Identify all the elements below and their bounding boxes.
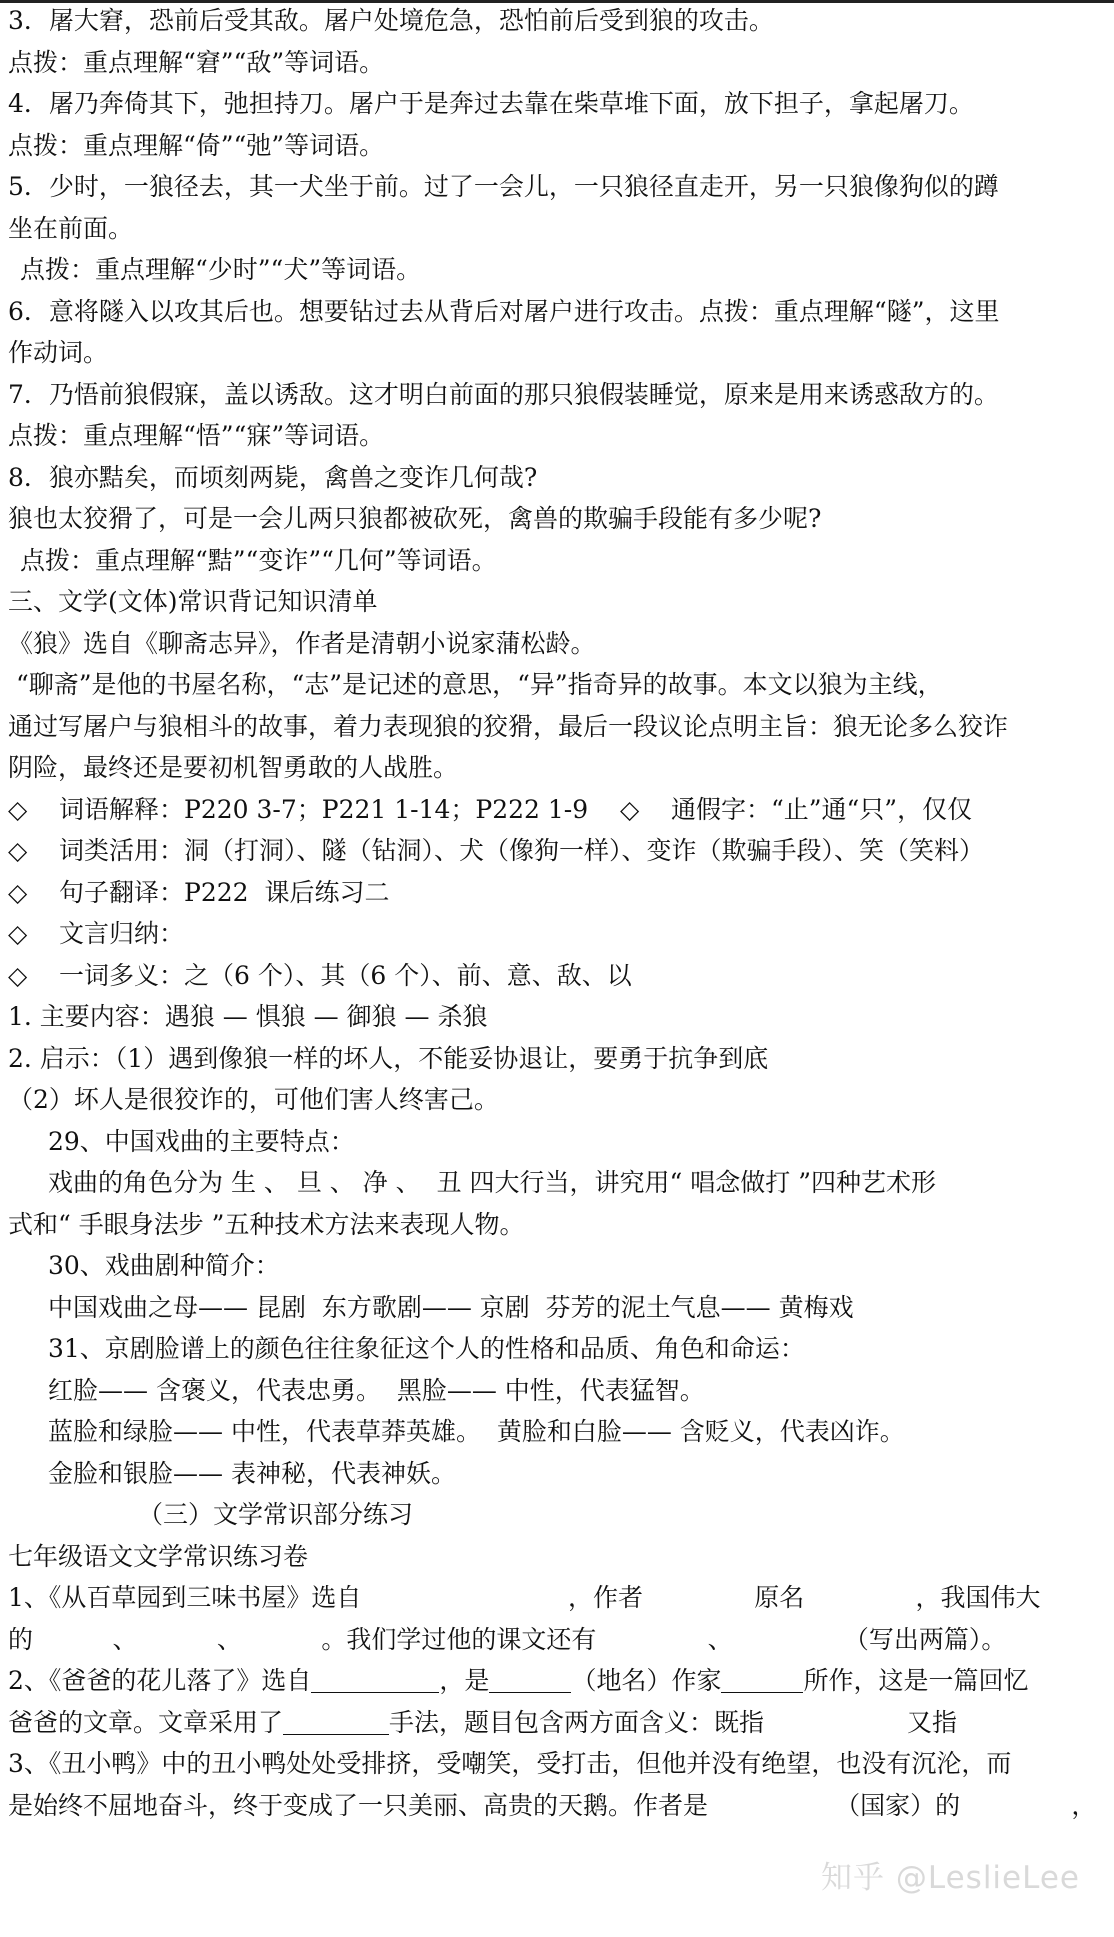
text-line: 式和“ 手眼身法步 ”五种技术方法来表现人物。 (8, 1209, 525, 1239)
text-line: 31、京剧脸谱上的颜色往往象征这个人的性格和品质、角色和命运： (48, 1334, 805, 1363)
text-line: 狼也太狡猾了，可是一会儿两只狼都被砍死，禽兽的欺骗手段能有多少呢? (8, 504, 822, 533)
text-line: 30、戏曲剧种简介： (48, 1251, 280, 1280)
text-line: 是始终不屈地奋斗，终于变成了一只美丽、高贵的天鹅。作者是 （国家）的 ， (8, 1790, 1097, 1820)
text-line: 1. 主要内容：遇狼 — 惧狼 — 御狼 — 杀狼 (8, 1002, 488, 1031)
question-2-line1: 2、《爸爸的花儿落了》选自 ，是 （地名）作家 所作，这是一篇回忆 (8, 1666, 1029, 1695)
text-line: 中国戏曲之母—— 昆剧 东方歌剧—— 京剧 芬芳的泥土气息—— 黄梅戏 (48, 1292, 854, 1322)
text-line: 《狼》选自《聊斋志异》，作者是清朝小说家蒲松龄。 (8, 628, 596, 658)
text-line: ◇ 词语解释：P220 3-7；P221 1-14；P222 1-9 ◇ 通假字：“止”通“只”，仅仅 (8, 794, 973, 824)
zhihu-watermark: 知乎 @LeslieLee (821, 1860, 1080, 1896)
text-line: 点拨：重点理解“黠”“变诈”“几何”等词语。 (20, 545, 497, 575)
text-line: ◇ 句子翻译：P222 课后练习二 (8, 877, 390, 907)
text-line: 坐在前面。 (8, 213, 134, 243)
text-line: 8．狼亦黠矣，而顷刻两毙，禽兽之变诈几何哉? (8, 462, 538, 492)
text-line: 点拨：重点理解“窘”“敌”等词语。 (8, 47, 385, 77)
text-line: ◇ 词类活用：洞（打洞）、隧（钻洞）、犬（像狗一样）、变诈（欺骗手段）、笑（笑料） (8, 836, 985, 865)
text-line: 点拨：重点理解“悟”“寐”等词语。 (8, 421, 385, 450)
answer-blank[interactable] (489, 1666, 571, 1693)
text-line: 阴险，最终还是要初机智勇敢的人战胜。 (8, 753, 459, 782)
answer-blank[interactable] (721, 1666, 803, 1693)
question-2-line2: 爸爸的文章。文章采用了 手法，题目包含两方面含义：既指 又指 (8, 1707, 958, 1737)
document-body (8, 0, 1108, 1826)
text-line: 通过写屠户与狼相斗的故事，着力表现狼的狡猾，最后一段议论点明主旨：狼无论多么狡诈 (8, 711, 1009, 741)
text-line: 6．意将隧入以攻其后也。想要钻过去从背后对屠户进行攻击。点拨：重点理解“隧”，这里 (8, 296, 1000, 326)
text-line: 红脸—— 含褒义，代表忠勇。 黑脸—— 中性，代表猛智。 (48, 1375, 705, 1405)
text-line: 点拨：重点理解“倚”“弛”等词语。 (8, 130, 385, 160)
text-line: 的 、 、 。我们学过他的课文还有 、 （写出两篇）。 (8, 1624, 1007, 1654)
text-line: 29、中国戏曲的主要特点： (48, 1126, 355, 1156)
text-line: 3．屠大窘，恐前后受其敌。屠户处境危急，恐怕前后受到狼的攻击。 (8, 6, 774, 35)
text-line: 蓝脸和绿脸—— 中性，代表草莽英雄。 黄脸和白脸—— 含贬义，代表凶诈。 (48, 1417, 905, 1446)
text-line: （2）坏人是很狡诈的，可他们害人终害己。 (8, 1085, 499, 1114)
text-line: 作动词。 (8, 338, 109, 367)
text-line: 4．屠乃奔倚其下，弛担持刀。屠户于是奔过去靠在柴草堆下面，放下担子，拿起屠刀。 (8, 89, 974, 118)
text-line: 戏曲的角色分为 生 、 旦 、 净 、 丑 四大行当，讲究用“ 唱念做打 ”四种艺术形 (48, 1168, 936, 1197)
text-line: 2. 启示：（1）遇到像狼一样的坏人，不能妥协退让，要勇于抗争到底 (8, 1043, 769, 1073)
text-line: 1、《从百草园到三味书屋》选自 ，作者 原名 ，我国伟大 (8, 1583, 1041, 1612)
text-line: 三、文学(文体)常识背记知识清单 (8, 587, 378, 616)
document-lines-part2 (8, 1743, 1108, 1826)
text-line: “聊斋”是他的书屋名称，“志”是记述的意思，“异”指奇异的故事。本文以狼为主线， (8, 670, 943, 699)
answer-blank[interactable] (283, 1708, 389, 1735)
text-line: 5．少时，一狼径去，其一犬坐于前。过了一会儿，一只狼径直走开，另一只狼像狗似的蹲 (8, 172, 999, 201)
text-line: 7．乃悟前狼假寐，盖以诱敌。这才明白前面的那只狼假装睡觉，原来是用来诱惑敌方的。 (8, 379, 999, 409)
text-line: 金脸和银脸—— 表神秘，代表神妖。 (48, 1458, 456, 1488)
text-line: 七年级语文文学常识练习卷 (8, 1541, 309, 1571)
text-line: 点拨：重点理解“少时”“犬”等词语。 (20, 255, 422, 284)
text-line: （三）文学常识部分练习 (138, 1500, 414, 1529)
text-line: 3、《丑小鸭》中的丑小鸭处处受排挤，受嘲笑，受打击，但他并没有绝望，也没有沉沦，而 (8, 1749, 1012, 1778)
document-lines-part1 (8, 0, 1108, 1660)
text-line: ◇ 文言归纳： (8, 919, 185, 948)
text-line: ◇ 一词多义：之（6 个）、其（6 个）、前、意、敌、以 (8, 960, 632, 990)
answer-blank[interactable] (311, 1666, 439, 1693)
